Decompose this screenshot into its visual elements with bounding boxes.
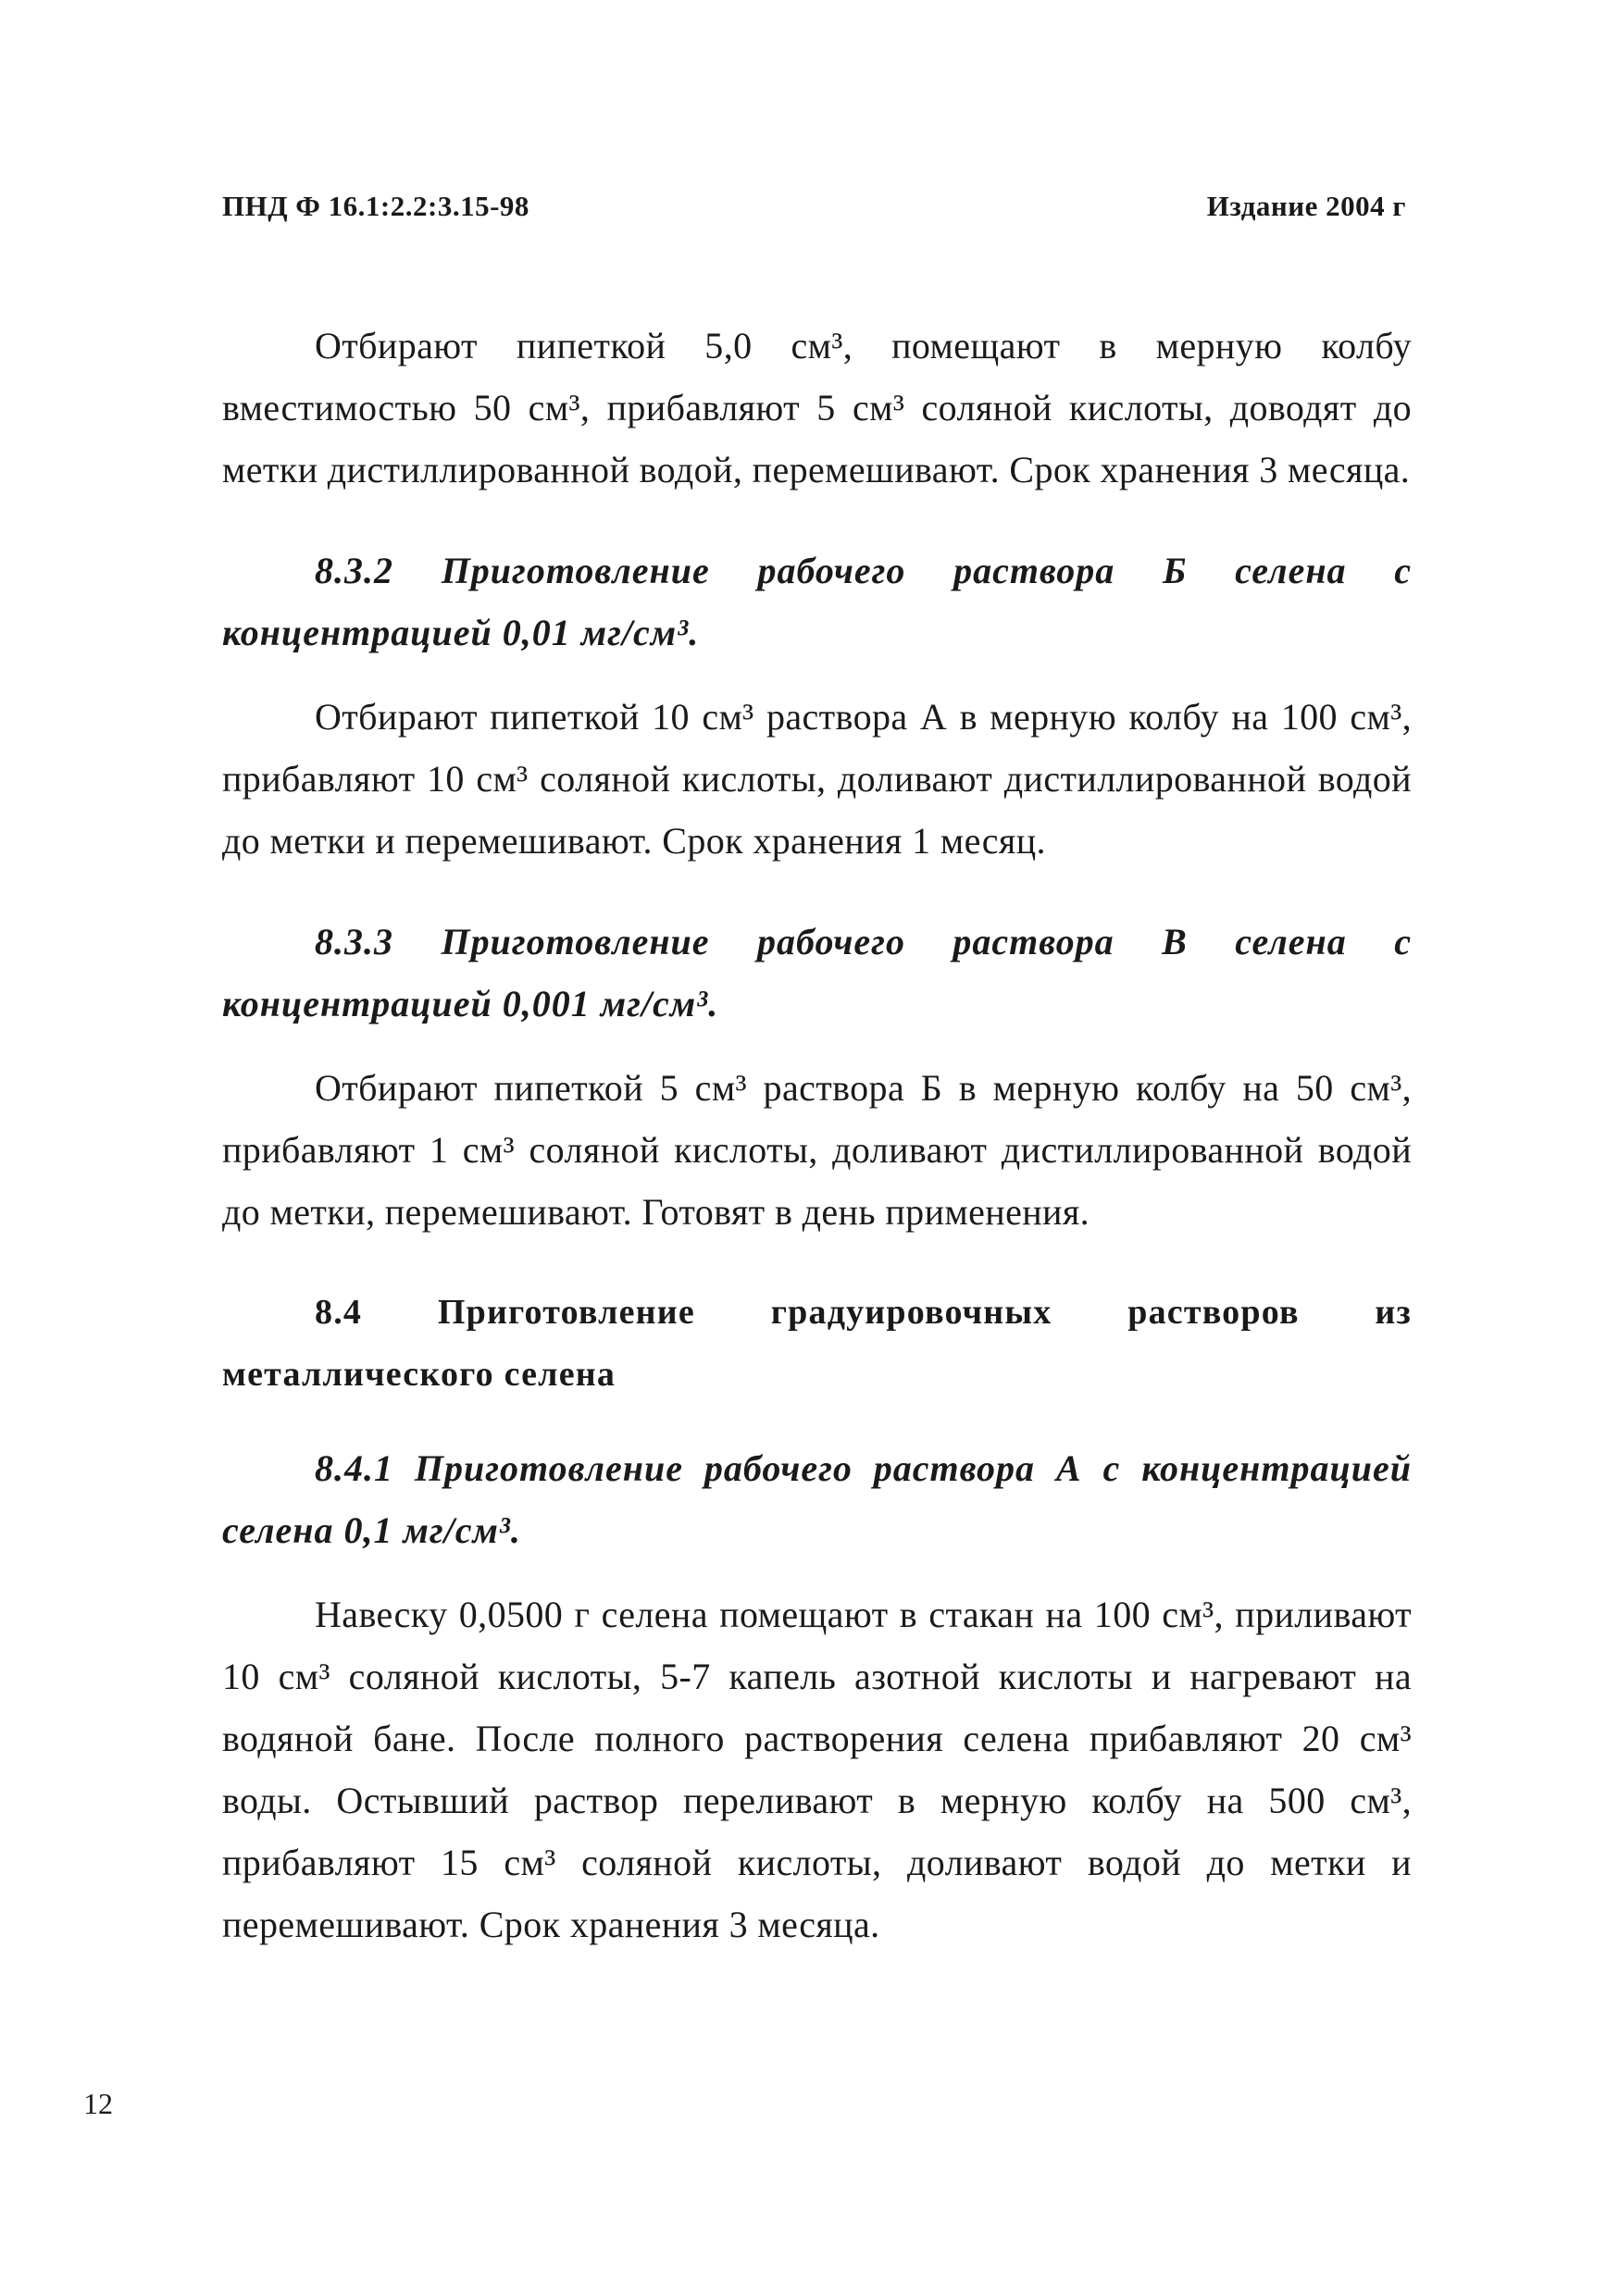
document-body [222,315,1412,1994]
paragraph-solution-v-prep: Отбирают пипеткой 5 см³ раствора Б в мерную колбу на 50 см³, прибавляют 1 см³ соляной кислоты, доливают дистиллированной водой до метки, перемешивают. Готовят в день применения. [222,1067,1412,1233]
page-number: 12 [83,2087,113,2120]
section-heading-8-3-2: 8.3.2 Приготовление рабочего раствора Б селена с концентрацией 0,01 мг/см³. [222,550,1412,653]
section-heading-8-4-1: 8.4.1 Приготовление рабочего раствора А с концентрацией селена 0,1 мг/см³. [222,1447,1412,1551]
paragraph-solution-b-prep: Отбирают пипеткой 10 см³ раствора А в мерную колбу на 100 см³, прибавляют 10 см³ соляной кислоты, доливают дистиллированной водой до метки и перемешивают. Срок хранения 1 месяц. [222,696,1412,862]
paragraph-solution-a-prep: Отбирают пипеткой 5,0 см³, помещают в мерную колбу вместимостью 50 см³, прибавляют 5 см³ соляной кислоты, доводят до метки дистиллированной водой, перемешивают. Срок хранения 3 месяца. [222,325,1412,490]
section-heading-8-3-3: 8.3.3 Приготовление рабочего раствора В селена с концентрацией 0,001 мг/см³. [222,921,1412,1024]
section-heading-8-4: 8.4 Приготовление градуировочных растворов из металлического селена [222,1293,1412,1394]
document-code: ПНД Ф 16.1:2.2:3.15-98 [222,190,529,222]
edition-label: Издание 2004 г [1206,190,1406,222]
paragraph-metallic-selenium-prep: Навеску 0,0500 г селена помещают в стакан на 100 см³, приливают 10 см³ соляной кислоты, 5-7 капель азотной кислоты и нагревают на водяной бане. После полного растворения селена прибавляют 20 см³ воды. Остывший раствор переливают в мерную колбу на 500 см³, прибавляют 15 см³ соляной кислоты, доливают водой до метки и перемешивают. Срок хранения 3 месяца. [222,1594,1412,1945]
